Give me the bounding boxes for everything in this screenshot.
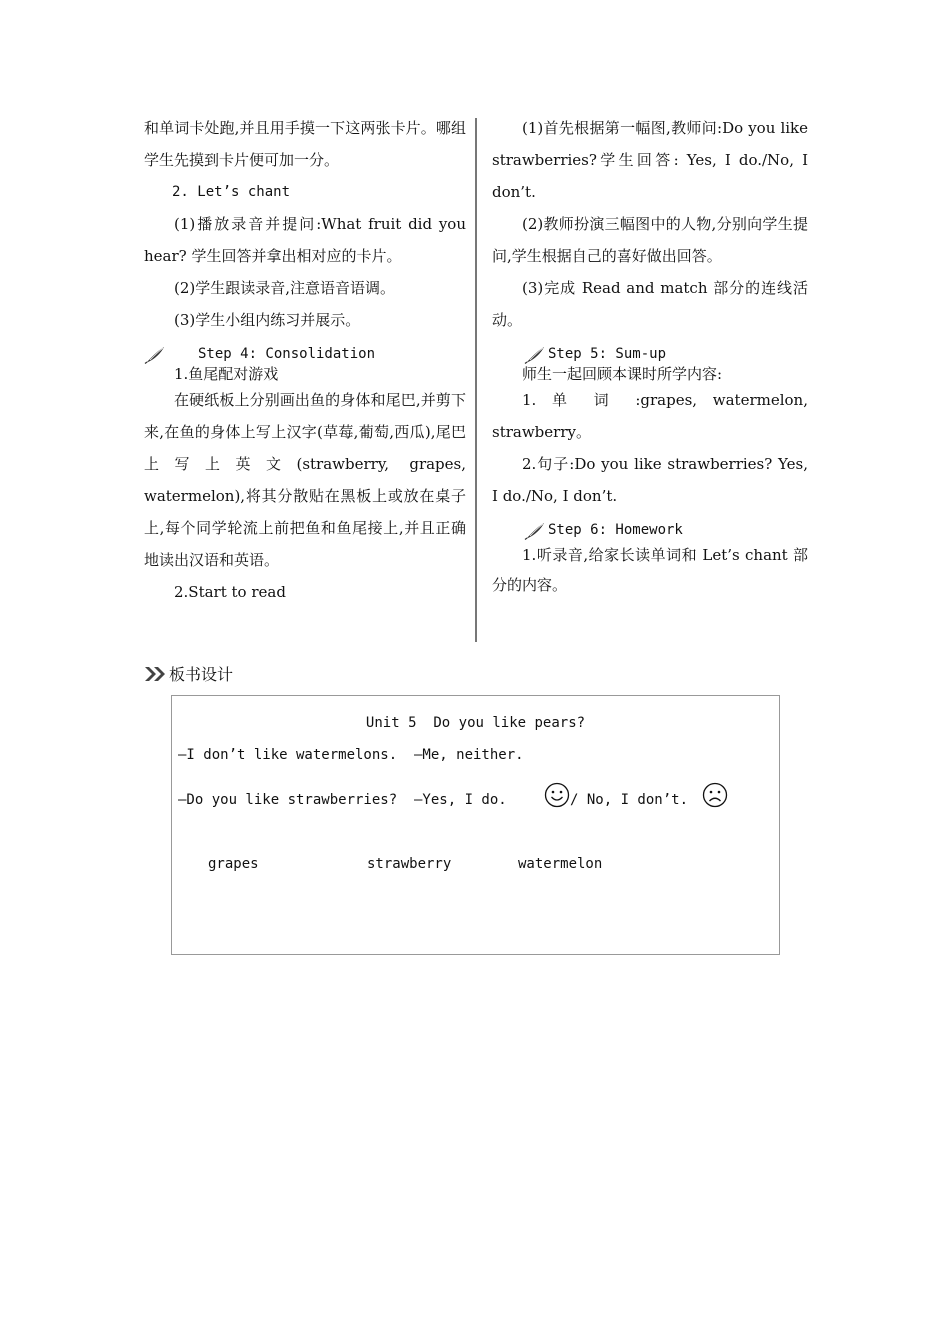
lets-chant-heading: 2. Let’s chant — [172, 184, 291, 200]
smiley-face-icon — [544, 782, 570, 808]
board-line-2: —Do you like strawberries? —Yes, I do. — [178, 792, 507, 808]
board-word-grapes: grapes — [208, 856, 259, 872]
left-paragraph-6: 1.鱼尾配对游戏 — [174, 365, 279, 383]
right-paragraph-2: (2)教师扮演三幅图中的人物,分别向学生提问,学生根据自己的喜好做出回答。 — [492, 215, 808, 265]
board-word-strawberry: strawberry — [367, 856, 452, 872]
pen-icon — [524, 346, 546, 364]
pen-icon — [144, 346, 166, 364]
right-paragraph-3: (3)完成 Read and match 部分的连线活动。 — [492, 279, 808, 329]
left-paragraph-4: (2)学生跟读录音,注意语音语调。 — [174, 279, 396, 297]
left-paragraph-1: 和单词卡处跑,并且用手摸一下这两张卡片。哪组学生先摸到卡片便可加一分。 — [144, 119, 466, 169]
pen-icon — [524, 522, 546, 540]
sad-face-icon — [702, 782, 728, 808]
board-design-label: 板书设计 — [169, 665, 234, 684]
column-divider — [475, 118, 477, 642]
step-4-heading — [144, 344, 466, 364]
left-paragraph-3: (1)播放录音并提问:What fruit did you hear? 学生回答并拿出相对应的卡片。 — [144, 215, 466, 265]
right-paragraph-5: 1. 单 词 :grapes, watermelon, strawberry。 — [492, 391, 808, 441]
step-6-label: Step 6: Homework — [548, 522, 683, 538]
right-paragraph-4: 师生一起回顾本课时所学内容: — [522, 365, 723, 383]
double-chevron-icon — [144, 666, 168, 682]
board-line-2-negative: / No, I don’t. — [570, 792, 689, 808]
right-paragraph-6: 2.句子:Do you like strawberries? Yes, I do./No, I don’t. — [492, 455, 808, 505]
step-5-heading — [492, 344, 808, 364]
right-column — [492, 112, 808, 600]
right-paragraph-7: 1.听录音,给家长读单词和 Let’s chant 部分的内容。 — [492, 546, 808, 594]
board-title: Unit 5 Do you like pears? — [365, 715, 586, 731]
blackboard-design-box — [171, 695, 780, 955]
board-design-heading — [144, 662, 233, 685]
board-line-1: —I don’t like watermelons. —Me, neither. — [178, 747, 524, 763]
left-paragraph-7: 在硬纸板上分别画出鱼的身体和尾巴,并剪下来,在鱼的身体上写上汉字(草莓,葡萄,西瓜),尾巴上写上英文(strawberry, grapes, watermelon),将其分散贴在黑板上或放在桌子上,每个同学轮流上前把鱼和鱼尾接上,并且正确地读出汉语和英语。 — [144, 391, 466, 569]
step-6-heading — [492, 520, 808, 540]
left-paragraph-5: (3)学生小组内练习并展示。 — [174, 311, 361, 329]
left-paragraph-8: 2.Start to read — [174, 583, 286, 601]
step-5-label: Step 5: Sum-up — [548, 346, 667, 362]
board-word-watermelon: watermelon — [518, 856, 603, 872]
step-4-label: Step 4: Consolidation — [198, 346, 376, 362]
left-column — [144, 112, 466, 608]
right-paragraph-1: (1)首先根据第一幅图,教师问:Do you like strawberries?学生回答: Yes, I do./No, I don’t. — [492, 119, 808, 201]
